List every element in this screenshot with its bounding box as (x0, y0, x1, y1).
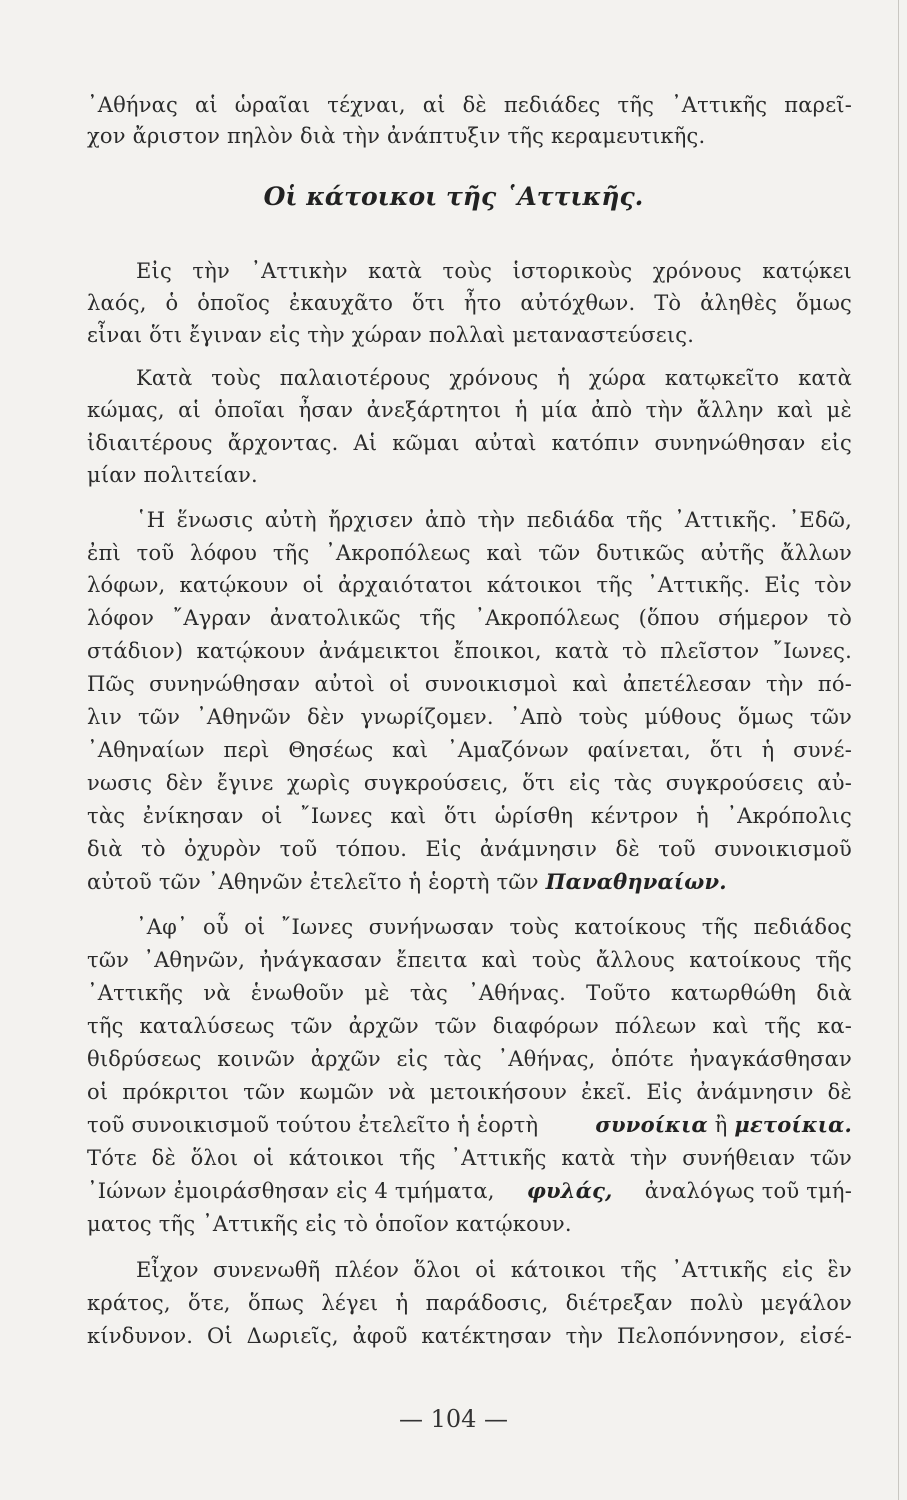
text-line: οἱ πρόκριτοι τῶν κωμῶν νὰ μετοικήσουν ἐκεῖ. Εἰς ἀνάμνησιν δὲ (87, 1080, 852, 1104)
text-line: τὰς ἐνίκησαν οἱ ῎Ιωνες καὶ ὅτι ὡρίσθη κέντρον ἡ ᾿Ακρόπολις (87, 804, 852, 828)
text-span: ἢ (714, 1113, 728, 1137)
text-line: θιδρύσεως κοινῶν ἀρχῶν εἰς τὰς ᾿Αθήνας, ὁπότε ἠναγκάσθησαν (87, 1047, 852, 1071)
text-line: τῶν ᾿Αθηνῶν, ἠνάγκασαν ἔπειτα καὶ τοὺς ἄλλους κατοίκους τῆς (87, 948, 852, 972)
text-line: κίνδυνον. Οἱ Δωριεῖς, ἀφοῦ κατέκτησαν τὴν Πελοπόννησον, εἰσέ- (87, 1324, 852, 1348)
text-line: ἰδιαιτέρους ἄρχοντας. Αἱ κῶμαι αὐταὶ κατόπιν συνηνώθησαν εἰς (87, 431, 852, 455)
text-line: στάδιον) κατῴκουν ἀνάμεικτοι ἔποικοι, κατὰ τὸ πλεῖστον ῎Ιωνες. (87, 639, 852, 663)
intro-line-1: ᾿Αθήνας αἱ ὡραῖαι τέχναι, αἱ δὲ πεδιάδες τῆς ᾿Αττικῆς παρεῖ- (87, 93, 852, 117)
text-line: Πῶς συνηνώθησαν αὐτοὶ οἱ συνοικισμοὶ καὶ ἀπετέλεσαν τὴν πό- (87, 672, 852, 696)
emphasis-panathenaea: Παναθηναίων. (545, 869, 727, 894)
text-line: τῆς καταλύσεως τῶν ἀρχῶν τῶν διαφόρων πόλεων καὶ τῆς κα- (87, 1014, 852, 1038)
text-line: ματος τῆς ᾿Αττικῆς εἰς τὸ ὁποῖον κατῴκουν. (87, 1212, 572, 1236)
text-line-with-emphasis (87, 867, 727, 897)
text-line: λαός, ὁ ὁποῖος ἐκαυχᾶτο ὅτι ἦτο αὐτόχθων. Τὸ ἀληθὲς ὅμως (87, 291, 852, 315)
intro-line-2: χον ἄριστον πηλὸν διὰ τὴν ἀνάπτυξιν τῆς κεραμευτικῆς. (87, 124, 706, 148)
emphasis-synoikia: συνοίκια (595, 1112, 708, 1137)
text-line: Εἰς τὴν ᾿Αττικὴν κατὰ τοὺς ἱστορικοὺς χρόνους κατῴκει (136, 259, 852, 283)
text-line: κράτος, ὅτε, ὅπως λέγει ἡ παράδοσις, διέτρεξαν πολὺ μεγάλον (87, 1291, 852, 1315)
text-line: λιν τῶν ᾿Αθηνῶν δὲν γνωρίζομεν. ᾿Απὸ τοὺς μύθους ὅμως τῶν (87, 705, 852, 729)
text-line: νωσις δὲν ἔγινε χωρὶς συγκρούσεις, ὅτι εἰς τὰς συγκρούσεις αὐ- (87, 771, 852, 795)
text-line: Τότε δὲ ὅλοι οἱ κάτοικοι τῆς ᾿Αττικῆς κατὰ τὴν συνήθειαν τῶν (87, 1146, 852, 1170)
page-number: — 104 — (398, 1405, 509, 1433)
text-span: τοῦ συνοικισμοῦ τούτου ἐτελεῖτο ἡ ἑορτὴ (87, 1113, 539, 1137)
text-line-with-emphasis (87, 1110, 852, 1140)
text-line: λόφον ῎Αγραν ἀνατολικῶς τῆς ᾿Ακροπόλεως (ὅπου σήμερον τὸ (87, 606, 852, 630)
text-line: Κατὰ τοὺς παλαιοτέρους χρόνους ἡ χώρα κατῳκεῖτο κατὰ (136, 366, 852, 390)
text-span: ἀναλόγως τοῦ τμή- (644, 1179, 852, 1203)
text-line: κώμας, αἱ ὁποῖαι ἦσαν ἀνεξάρτητοι ἡ μία ἀπὸ τὴν ἄλλην καὶ μὲ (87, 398, 852, 422)
text-line: εἶναι ὅτι ἔγιναν εἰς τὴν χώραν πολλαὶ μεταναστεύσεις. (87, 323, 695, 347)
text-line: λόφων, κατῴκουν οἱ ἀρχαιότατοι κάτοικοι τῆς ᾿Αττικῆς. Εἰς τὸν (87, 573, 852, 597)
text-span: ᾿Ιώνων ἐμοιράσθησαν εἰς 4 τμήματα, (87, 1179, 495, 1203)
emphasis-phylas: φυλάς, (526, 1178, 613, 1203)
text-line: Εἶχον συνενωθῆ πλέον ὅλοι οἱ κάτοικοι τῆς ᾿Αττικῆς εἰς ἓν (136, 1258, 852, 1282)
section-heading: Οἱ κάτοικοι τῆς ῾Αττικῆς. (263, 182, 644, 211)
text-line: ᾿Αττικῆς νὰ ἑνωθοῦν μὲ τὰς ᾿Αθήνας. Τοῦτο κατωρθώθη διὰ (87, 981, 852, 1005)
text-line: ῾Η ἕνωσις αὐτὴ ἤρχισεν ἀπὸ τὴν πεδιάδα τῆς ᾿Αττικῆς. ᾿Εδῶ, (136, 508, 852, 532)
text-line: ᾿Αθηναίων περὶ Θησέως καὶ ᾿Αμαζόνων φαίνεται, ὅτι ἡ συνέ- (87, 738, 852, 762)
text-line: ἐπὶ τοῦ λόφου τῆς ᾿Ακροπόλεως καὶ τῶν δυτικῶς αὐτῆς ἄλλων (87, 541, 852, 565)
text-line: ᾿Αφ᾿ οὗ οἱ ῎Ιωνες συνήνωσαν τοὺς κατοίκους τῆς πεδιάδος (136, 915, 852, 939)
text-line: διὰ τὸ ὀχυρὸν τοῦ τόπου. Εἰς ἀνάμνησιν δὲ τοῦ συνοικισμοῦ (87, 837, 852, 861)
page-edge (898, 0, 899, 1500)
emphasis-metoikia: μετοίκια. (734, 1112, 852, 1137)
text-line-with-emphasis (87, 1176, 852, 1206)
text-span: αὐτοῦ τῶν ᾿Αθηνῶν ἐτελεῖτο ἡ ἑορτὴ τῶν (87, 870, 539, 894)
text-line: μίαν πολιτείαν. (87, 463, 258, 487)
